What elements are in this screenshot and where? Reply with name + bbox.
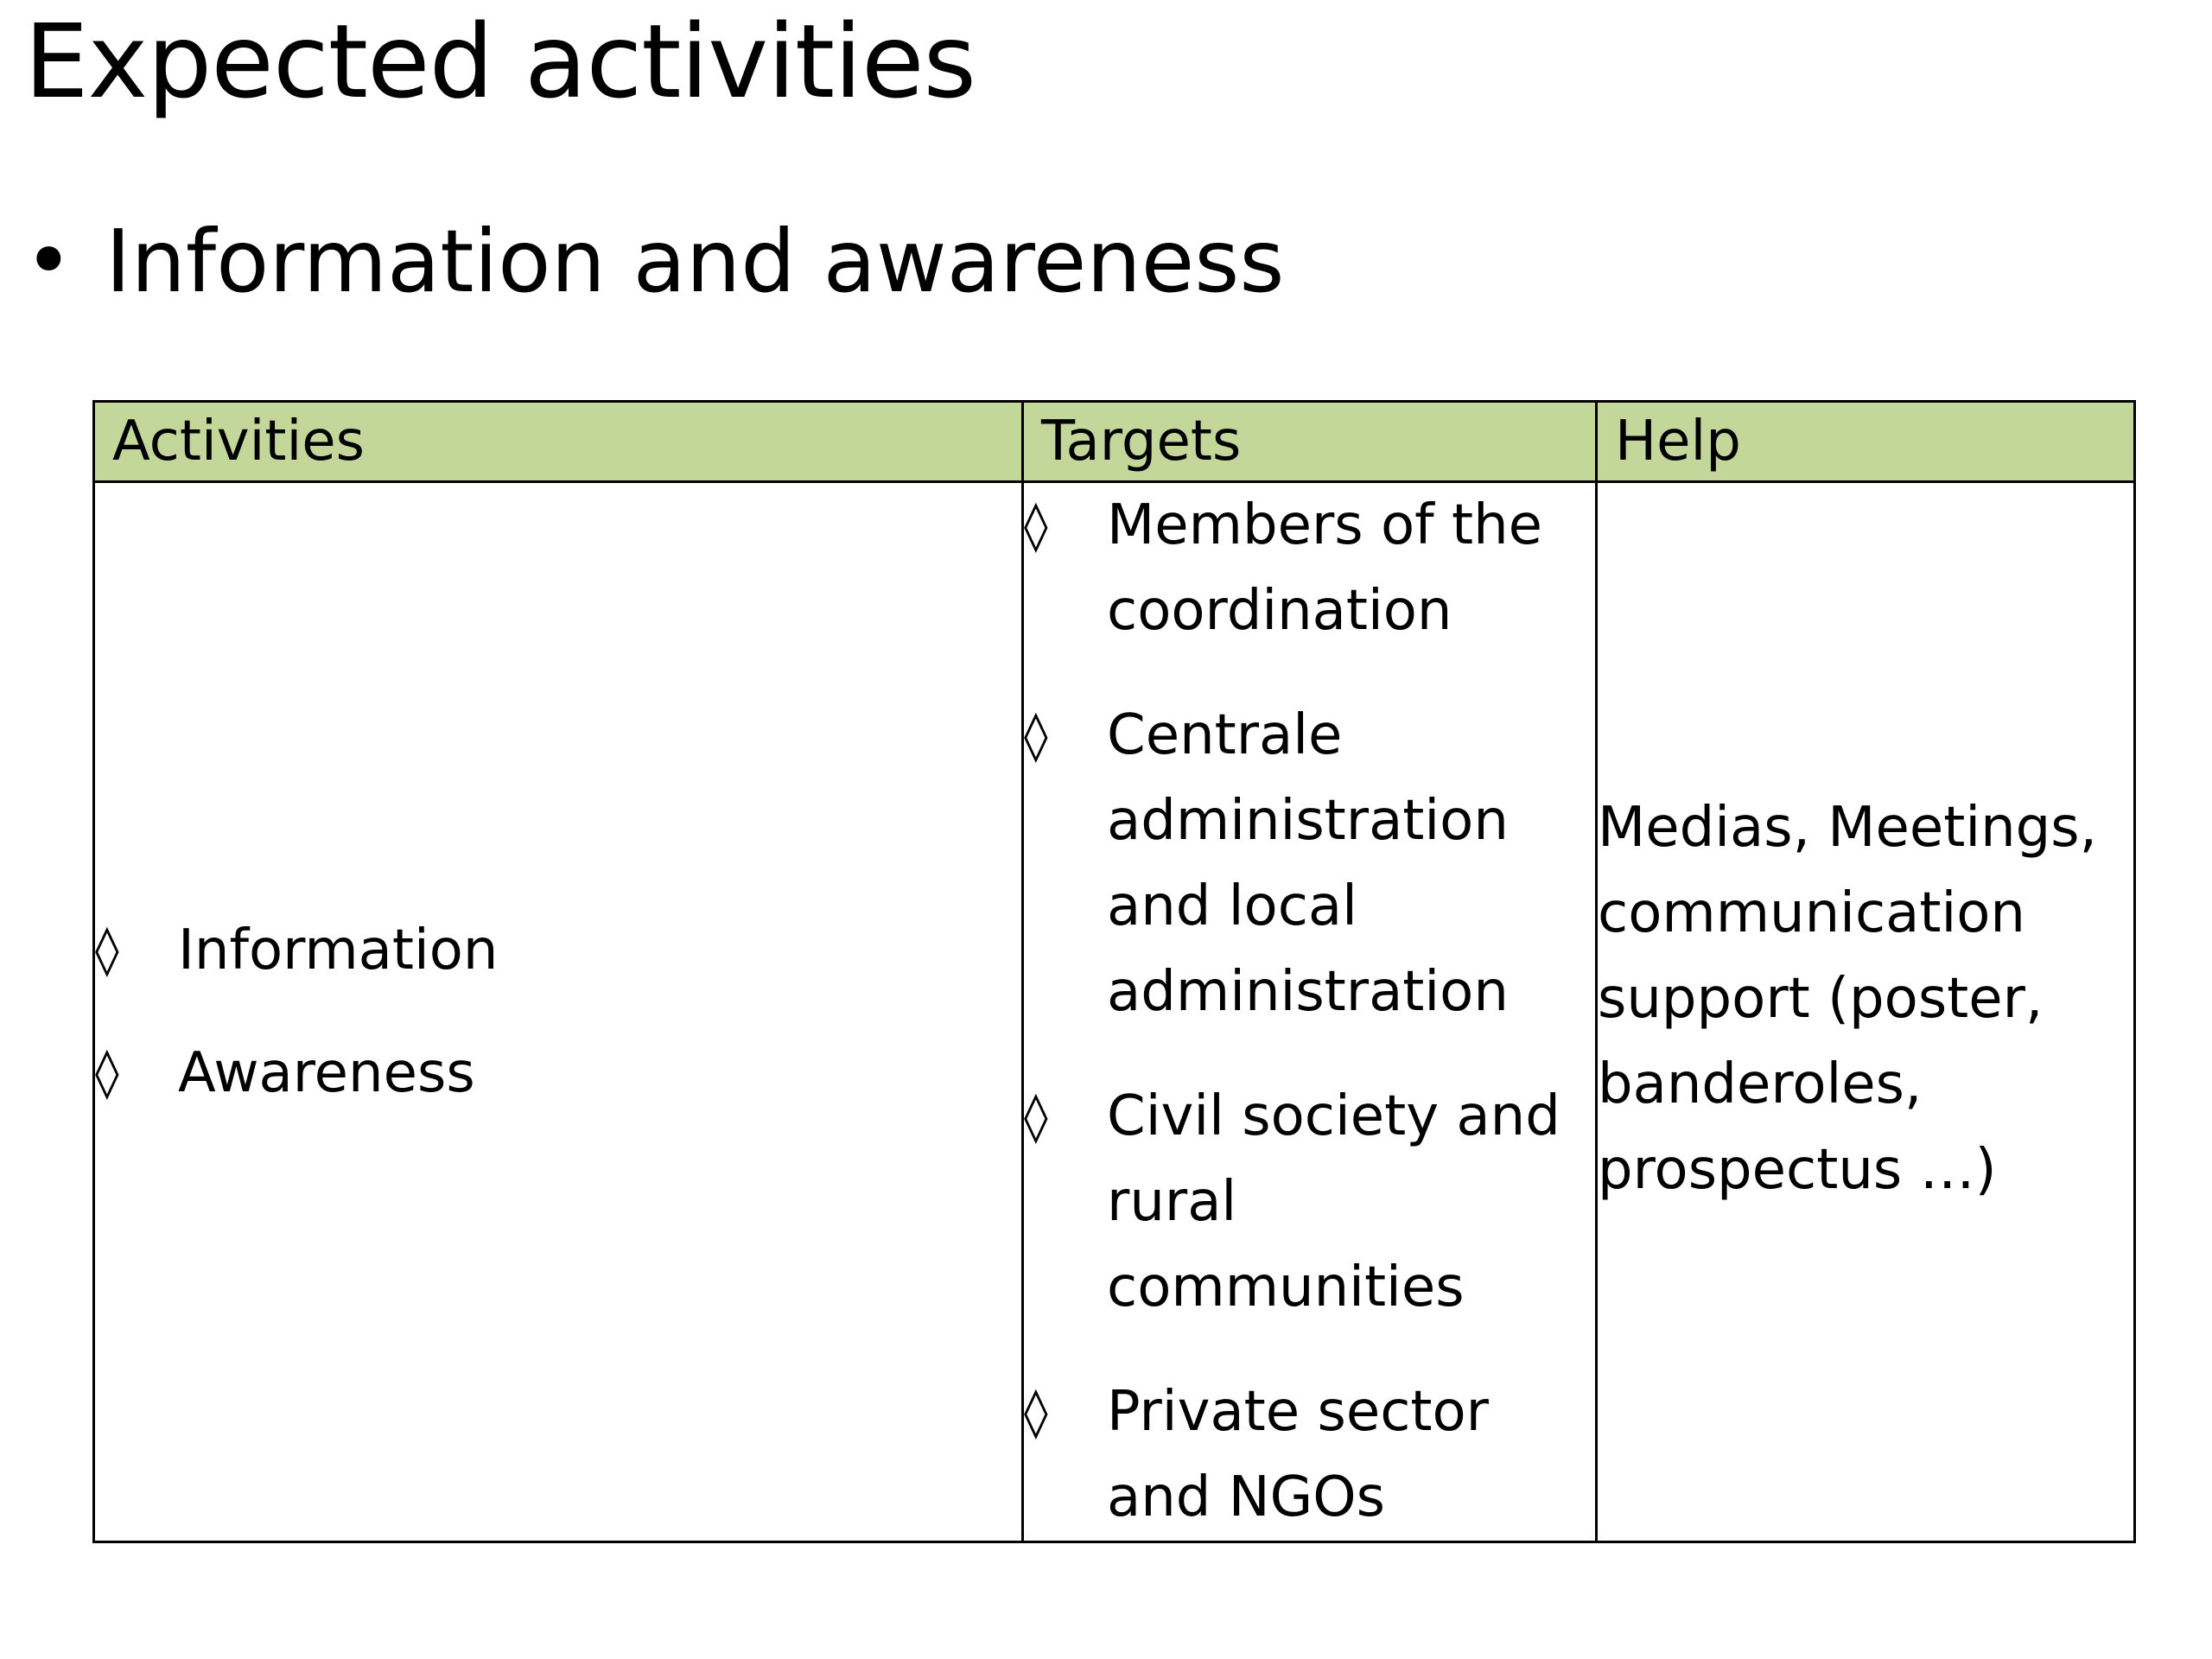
diamond-icon: ◊	[95, 1045, 119, 1101]
targets-cell	[1023, 482, 1597, 1542]
diamond-icon: ◊	[1024, 708, 1048, 764]
target-label: Centrale administration and local administration	[1107, 703, 1509, 1024]
list-item	[1024, 1074, 1595, 1331]
activities-table	[92, 400, 2136, 1543]
diamond-icon: ◊	[1024, 1384, 1048, 1440]
activity-label: Information	[178, 918, 499, 982]
header-activities: Activities	[94, 402, 1023, 482]
target-label: Members of the coordination	[1107, 493, 1542, 643]
target-label: Civil society and rural communities	[1107, 1084, 1560, 1319]
activity-label: Awareness	[178, 1041, 475, 1105]
header-help: Help	[1597, 402, 2135, 482]
targets-list	[1024, 483, 1595, 1541]
list-item	[95, 1030, 1021, 1116]
activities-list	[95, 907, 1021, 1116]
bullet-item	[24, 200, 1284, 321]
bullet-text: Information and awareness	[105, 210, 1285, 312]
help-text: Medias, Meetings, communication support (poster, banderoles, prospectus …)	[1598, 795, 2097, 1202]
diamond-icon: ◊	[1024, 1089, 1048, 1145]
diamond-icon: ◊	[1024, 498, 1048, 554]
bullet-dot-icon: •	[24, 213, 73, 309]
activities-cell	[94, 482, 1023, 1542]
table-header-row	[94, 402, 2135, 482]
header-targets: Targets	[1023, 402, 1597, 482]
list-item	[1024, 1370, 1595, 1541]
help-cell	[1597, 482, 2135, 1542]
table-row	[94, 482, 2135, 1542]
slide-title: Expected activities	[24, 2, 976, 121]
list-item	[1024, 693, 1595, 1035]
diamond-icon: ◊	[95, 922, 119, 978]
list-item	[95, 907, 1021, 994]
list-item	[1024, 483, 1595, 654]
target-label: Private sector and NGOs	[1107, 1380, 1489, 1529]
